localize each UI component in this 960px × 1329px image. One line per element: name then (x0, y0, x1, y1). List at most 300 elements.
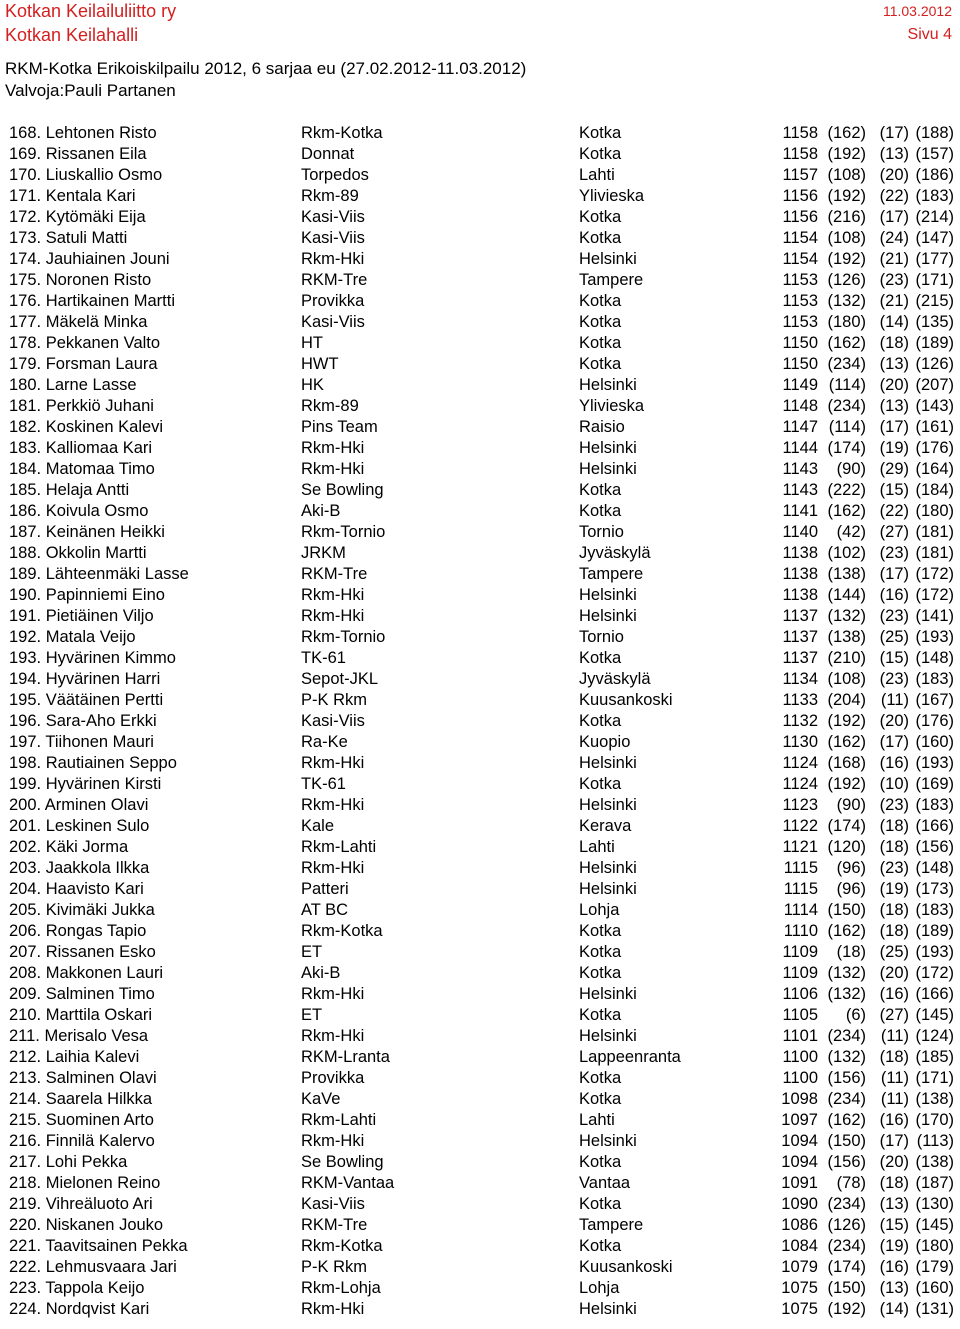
stat-2: (11) (880, 1027, 909, 1045)
player-name: 180. Larne Lasse (9, 376, 137, 394)
stat-3: (193) (915, 628, 954, 646)
city-name: Kotka (579, 1195, 622, 1213)
list-item (9, 291, 954, 312)
stat-3: (187) (915, 1174, 954, 1192)
player-name: 196. Sara-Aho Erkki (9, 712, 157, 730)
list-item (9, 753, 954, 774)
player-name: 178. Pekkanen Valto (9, 334, 161, 352)
city-name: Kotka (579, 229, 622, 247)
stat-1: (150) (827, 1279, 866, 1297)
list-item (9, 606, 954, 627)
stat-2: (18) (879, 1048, 909, 1066)
stat-3: (183) (915, 187, 954, 205)
stat-3: (113) (916, 1132, 954, 1150)
list-item (9, 417, 954, 438)
stat-3: (215) (915, 292, 954, 310)
stat-2: (23) (879, 859, 909, 877)
city-name: Helsinki (579, 1300, 637, 1318)
stat-2: (11) (880, 1090, 909, 1108)
list-item (9, 564, 954, 585)
stat-2: (16) (879, 1258, 909, 1276)
city-name: Kotka (579, 712, 622, 730)
stat-1: (174) (827, 1258, 866, 1276)
list-item (9, 165, 954, 186)
city-name: Helsinki (579, 796, 637, 814)
club-name: RKM-Tre (301, 565, 368, 583)
player-name: 168. Lehtonen Risto (9, 124, 157, 142)
total-score: 1148 (782, 397, 818, 415)
stat-2: (23) (879, 670, 909, 688)
stat-1: (108) (827, 166, 866, 184)
total-score: 1133 (782, 691, 818, 709)
club-name: Torpedos (301, 166, 369, 184)
total-score: 1143 (782, 460, 818, 478)
list-item (9, 711, 954, 732)
club-name: Rkm-Hki (301, 607, 365, 625)
player-name: 219. Vihreäluoto Ari (9, 1195, 153, 1213)
stat-2: (20) (879, 166, 909, 184)
player-name: 207. Rissanen Esko (9, 943, 156, 961)
city-name: Helsinki (579, 985, 637, 1003)
stat-3: (172) (915, 565, 954, 583)
club-name: Rkm-Hki (301, 439, 365, 457)
stat-1: (180) (827, 313, 866, 331)
stat-1: (204) (827, 691, 866, 709)
stat-3: (131) (915, 1300, 954, 1318)
stat-1: (96) (836, 880, 866, 898)
stat-1: (108) (827, 229, 866, 247)
stat-3: (161) (915, 418, 954, 436)
stat-3: (138) (915, 1153, 954, 1171)
player-name: 194. Hyvärinen Harri (9, 670, 161, 688)
total-score: 1105 (782, 1006, 818, 1024)
stat-3: (188) (915, 124, 954, 142)
player-name: 201. Leskinen Sulo (9, 817, 150, 835)
stat-2: (13) (879, 145, 909, 163)
stat-3: (180) (915, 1237, 954, 1255)
city-name: Helsinki (579, 586, 637, 604)
stat-3: (183) (915, 901, 954, 919)
city-name: Kotka (579, 334, 622, 352)
player-name: 172. Kytömäki Eija (9, 208, 146, 226)
stat-2: (23) (879, 271, 909, 289)
list-item (9, 396, 954, 417)
stat-3: (130) (915, 1195, 954, 1213)
list-item (9, 942, 954, 963)
list-item (9, 249, 954, 270)
city-name: Helsinki (579, 859, 637, 877)
stat-2: (11) (880, 1069, 909, 1087)
player-name: 216. Finnilä Kalervo (9, 1132, 155, 1150)
stat-1: (216) (827, 208, 866, 226)
stat-3: (171) (915, 1069, 954, 1087)
competition-info (5, 58, 526, 102)
player-name: 177. Mäkelä Minka (9, 313, 148, 331)
player-name: 174. Jauhiainen Jouni (9, 250, 170, 268)
stat-1: (222) (827, 481, 866, 499)
city-name: Raisio (579, 418, 625, 436)
club-name: Rkm-Tornio (301, 628, 386, 646)
stat-2: (13) (879, 1195, 909, 1213)
stat-1: (102) (827, 544, 866, 562)
stat-2: (19) (879, 439, 909, 457)
stat-1: (150) (827, 901, 866, 919)
city-name: Helsinki (579, 460, 637, 478)
stat-3: (170) (915, 1111, 954, 1129)
club-name: TK-61 (301, 775, 346, 793)
city-name: Tornio (579, 628, 624, 646)
list-item (9, 207, 954, 228)
club-name: Se Bowling (301, 1153, 384, 1171)
club-name: HK (301, 376, 324, 394)
list-item (9, 837, 954, 858)
list-item (9, 459, 954, 480)
list-item (9, 1068, 954, 1089)
total-score: 1094 (781, 1132, 818, 1150)
stat-1: (192) (827, 775, 866, 793)
stat-3: (166) (915, 817, 954, 835)
stat-3: (193) (915, 943, 954, 961)
stat-3: (184) (915, 481, 954, 499)
player-name: 171. Kentala Kari (9, 187, 136, 205)
player-name: 224. Nordqvist Kari (9, 1300, 150, 1318)
list-item (9, 963, 954, 984)
player-name: 209. Salminen Timo (9, 985, 155, 1003)
club-name: Rkm-Hki (301, 250, 365, 268)
stat-1: (132) (827, 985, 866, 1003)
club-name: RKM-Lranta (301, 1048, 390, 1066)
list-item (9, 585, 954, 606)
city-name: Kotka (579, 964, 622, 982)
list-item (9, 795, 954, 816)
city-name: Kotka (579, 313, 622, 331)
list-item (9, 480, 954, 501)
org-name: Kotkan Keilailuliitto ry (5, 1, 177, 21)
city-name: Kotka (579, 775, 622, 793)
stat-3: (183) (915, 796, 954, 814)
stat-1: (90) (836, 796, 866, 814)
stat-3: (160) (915, 1279, 954, 1297)
player-name: 218. Mielonen Reino (9, 1174, 161, 1192)
total-score: 1122 (782, 817, 818, 835)
stat-1: (162) (827, 1111, 866, 1129)
header-line-2 (5, 24, 952, 48)
club-name: Rkm-Hki (301, 1300, 365, 1318)
player-name: 186. Koivula Osmo (9, 502, 149, 520)
stat-2: (21) (879, 250, 909, 268)
player-name: 211. Merisalo Vesa (9, 1027, 149, 1045)
total-score: 1124 (782, 754, 818, 772)
stat-3: (147) (915, 229, 954, 247)
club-name: RKM-Tre (301, 271, 368, 289)
list-item (9, 354, 954, 375)
total-score: 1075 (781, 1279, 818, 1297)
club-name: Kasi-Viis (301, 229, 365, 247)
list-item (9, 123, 954, 144)
stat-1: (234) (827, 1195, 866, 1213)
club-name: Rkm-Kotka (301, 1237, 383, 1255)
club-name: KaVe (301, 1090, 341, 1108)
stat-3: (148) (915, 649, 954, 667)
list-item (9, 333, 954, 354)
stat-1: (174) (827, 439, 866, 457)
stat-3: (169) (915, 775, 954, 793)
stat-2: (14) (879, 313, 909, 331)
player-name: 191. Pietiäinen Viljo (9, 607, 154, 625)
player-name: 183. Kalliomaa Kari (9, 439, 153, 457)
player-name: 188. Okkolin Martti (9, 544, 147, 562)
stat-1: (162) (827, 502, 866, 520)
stat-3: (171) (915, 271, 954, 289)
club-name: Kasi-Viis (301, 712, 365, 730)
club-name: RKM-Vantaa (301, 1174, 395, 1192)
player-name: 184. Matomaa Timo (9, 460, 155, 478)
stat-1: (234) (827, 1090, 866, 1108)
player-name: 187. Keinänen Heikki (9, 523, 165, 541)
stat-2: (16) (879, 586, 909, 604)
stat-2: (17) (879, 733, 909, 751)
stat-2: (11) (880, 691, 909, 709)
list-item (9, 1278, 954, 1299)
club-name: Rkm-Kotka (301, 124, 383, 142)
stat-3: (160) (915, 733, 954, 751)
list-item (9, 1257, 954, 1278)
player-name: 198. Rautiainen Seppo (9, 754, 177, 772)
stat-1: (78) (836, 1174, 866, 1192)
city-name: Vantaa (579, 1174, 631, 1192)
total-score: 1153 (782, 313, 818, 331)
city-name: Helsinki (579, 1132, 637, 1150)
club-name: Kale (301, 817, 335, 835)
total-score: 1134 (782, 670, 818, 688)
total-score: 1091 (781, 1174, 818, 1192)
total-score: 1094 (781, 1153, 818, 1171)
total-score: 1138 (782, 544, 818, 562)
stat-3: (176) (915, 439, 954, 457)
list-item (9, 669, 954, 690)
total-score: 1100 (782, 1069, 818, 1087)
list-item (9, 1215, 954, 1236)
total-score: 1154 (782, 229, 818, 247)
list-item (9, 186, 954, 207)
stat-2: (14) (879, 1300, 909, 1318)
player-name: 215. Suominen Arto (9, 1111, 154, 1129)
player-name: 203. Jaakkola Ilkka (9, 859, 150, 877)
player-name: 192. Matala Veijo (9, 628, 136, 646)
list-item (9, 312, 954, 333)
total-score: 1101 (782, 1027, 818, 1045)
total-score: 1106 (782, 985, 818, 1003)
stat-3: (145) (915, 1006, 954, 1024)
stat-3: (124) (915, 1027, 954, 1045)
stat-3: (180) (915, 502, 954, 520)
list-item (9, 732, 954, 753)
total-score: 1137 (782, 649, 818, 667)
stat-3: (135) (915, 313, 954, 331)
club-name: Provikka (301, 1069, 365, 1087)
report-date: 11.03.2012 (882, 3, 952, 19)
total-score: 1109 (782, 943, 818, 961)
city-name: Kotka (579, 502, 622, 520)
stat-1: (108) (827, 670, 866, 688)
page-header (5, 0, 952, 48)
stat-2: (15) (879, 1216, 909, 1234)
club-name: Rkm-Lahti (301, 838, 377, 856)
stat-2: (19) (879, 1237, 909, 1255)
total-score: 1110 (783, 922, 818, 940)
stat-2: (17) (879, 418, 909, 436)
city-name: Kuusankoski (579, 1258, 673, 1276)
total-score: 1086 (781, 1216, 818, 1234)
list-item (9, 543, 954, 564)
list-item (9, 1110, 954, 1131)
stat-3: (181) (915, 523, 954, 541)
city-name: Kotka (579, 1153, 622, 1171)
player-name: 217. Lohi Pekka (9, 1153, 128, 1171)
city-name: Kotka (579, 145, 622, 163)
stat-2: (19) (879, 880, 909, 898)
stat-2: (10) (879, 775, 909, 793)
stat-3: (207) (915, 376, 954, 394)
player-name: 212. Laihia Kalevi (9, 1048, 140, 1066)
club-name: TK-61 (301, 649, 346, 667)
club-name: Rkm-Tornio (301, 523, 386, 541)
stat-1: (156) (827, 1153, 866, 1171)
player-name: 205. Kivimäki Jukka (9, 901, 155, 919)
stat-1: (144) (827, 586, 866, 604)
stat-2: (23) (879, 544, 909, 562)
stat-1: (192) (827, 187, 866, 205)
stat-1: (234) (827, 355, 866, 373)
list-item (9, 1236, 954, 1257)
city-name: Tampere (579, 1216, 644, 1234)
club-name: Aki-B (301, 502, 341, 520)
stat-2: (18) (879, 334, 909, 352)
city-name: Kerava (579, 817, 632, 835)
stat-3: (185) (915, 1048, 954, 1066)
total-score: 1115 (783, 859, 818, 877)
total-score: 1150 (782, 355, 818, 373)
player-name: 189. Lähteenmäki Lasse (9, 565, 189, 583)
stat-2: (20) (879, 1153, 909, 1171)
stat-3: (189) (915, 334, 954, 352)
total-score: 1140 (782, 523, 818, 541)
stat-1: (132) (827, 292, 866, 310)
city-name: Helsinki (579, 607, 637, 625)
page-number: Sivu 4 (907, 26, 952, 43)
total-score: 1153 (782, 292, 818, 310)
player-name: 200. Arminen Olavi (9, 796, 149, 814)
city-name: Kotka (579, 355, 622, 373)
stat-1: (174) (827, 817, 866, 835)
city-name: Helsinki (579, 1027, 637, 1045)
list-item (9, 1131, 954, 1152)
player-name: 169. Rissanen Eila (9, 145, 147, 163)
city-name: Kotka (579, 208, 622, 226)
stat-2: (13) (879, 1279, 909, 1297)
city-name: Kotka (579, 1237, 622, 1255)
stat-2: (20) (879, 376, 909, 394)
city-name: Helsinki (579, 376, 637, 394)
player-name: 199. Hyvärinen Kirsti (9, 775, 162, 793)
city-name: Kotka (579, 481, 622, 499)
city-name: Lahti (579, 166, 615, 184)
total-score: 1153 (782, 271, 818, 289)
total-score: 1132 (782, 712, 818, 730)
stat-1: (234) (827, 397, 866, 415)
list-item (9, 1026, 954, 1047)
stat-1: (114) (828, 376, 866, 394)
stat-1: (162) (827, 124, 866, 142)
stat-2: (20) (879, 964, 909, 982)
stat-2: (29) (879, 460, 909, 478)
player-name: 170. Liuskallio Osmo (9, 166, 163, 184)
stat-3: (179) (915, 1258, 954, 1276)
club-name: JRKM (301, 544, 346, 562)
total-score: 1143 (782, 481, 818, 499)
player-name: 222. Lehmusvaara Jari (9, 1258, 177, 1276)
stat-3: (143) (915, 397, 954, 415)
stat-1: (162) (827, 733, 866, 751)
stat-1: (126) (827, 271, 866, 289)
club-name: Rkm-Hki (301, 586, 365, 604)
stat-3: (176) (915, 712, 954, 730)
player-name: 197. Tiihonen Mauri (9, 733, 154, 751)
stat-3: (172) (915, 964, 954, 982)
list-item (9, 1194, 954, 1215)
stat-2: (13) (879, 397, 909, 415)
stat-3: (177) (915, 250, 954, 268)
stat-3: (189) (915, 922, 954, 940)
stat-3: (167) (915, 691, 954, 709)
total-score: 1138 (782, 586, 818, 604)
club-name: Rkm-Hki (301, 796, 365, 814)
stat-1: (162) (827, 922, 866, 940)
total-score: 1154 (782, 250, 818, 268)
stat-1: (150) (827, 1132, 866, 1150)
list-item (9, 144, 954, 165)
club-name: Patteri (301, 880, 349, 898)
stat-3: (214) (915, 208, 954, 226)
total-score: 1109 (782, 964, 818, 982)
hall-name: Kotkan Keilahalli (5, 25, 139, 45)
stat-1: (192) (827, 145, 866, 163)
stat-1: (120) (827, 838, 866, 856)
club-name: Kasi-Viis (301, 1195, 365, 1213)
club-name: RKM-Tre (301, 1216, 368, 1234)
stat-2: (17) (879, 565, 909, 583)
player-name: 223. Tappola Keijo (9, 1279, 145, 1297)
player-name: 208. Makkonen Lauri (9, 964, 164, 982)
list-item (9, 900, 954, 921)
city-name: Helsinki (579, 439, 637, 457)
stat-2: (18) (879, 817, 909, 835)
city-name: Lappeenranta (579, 1048, 681, 1066)
total-score: 1090 (781, 1195, 818, 1213)
stat-1: (132) (827, 607, 866, 625)
total-score: 1121 (782, 838, 818, 856)
city-name: Kotka (579, 1006, 622, 1024)
stat-2: (18) (879, 901, 909, 919)
player-name: 213. Salminen Olavi (9, 1069, 157, 1087)
list-item (9, 648, 954, 669)
stat-2: (18) (879, 838, 909, 856)
stat-3: (148) (915, 859, 954, 877)
total-score: 1144 (782, 439, 818, 457)
stat-3: (141) (915, 607, 954, 625)
stat-1: (192) (827, 250, 866, 268)
stat-1: (114) (828, 418, 866, 436)
